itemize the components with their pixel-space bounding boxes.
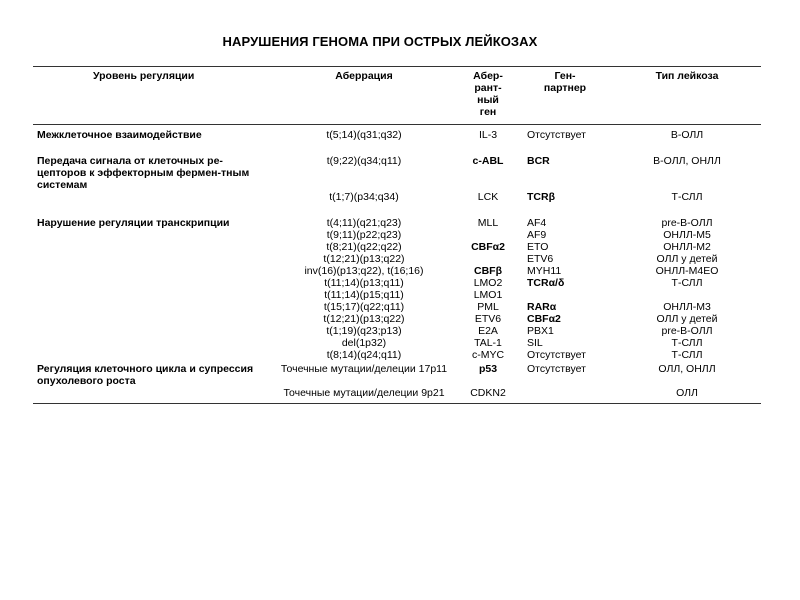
cell-level xyxy=(33,301,269,313)
cell-partner xyxy=(517,387,613,404)
cell-gene: CBFβ xyxy=(474,265,502,277)
cell-type: Т-СЛЛ xyxy=(671,337,703,349)
table-row xyxy=(33,325,761,337)
cell-aberration: t(1;19)(q23;p13) xyxy=(326,325,402,337)
cell-partner: TCRβ xyxy=(527,191,555,203)
cell-gene: E2A xyxy=(478,325,498,337)
cell-gene: MLL xyxy=(477,217,499,229)
genome-aberrations-table xyxy=(33,66,761,404)
cell-gene: LCK xyxy=(477,191,499,203)
cell-aberration: Точечные мутации/делеции 17p11 xyxy=(280,363,448,375)
table-body xyxy=(33,125,761,404)
page-title: НАРУШЕНИЯ ГЕНОМА ПРИ ОСТРЫХ ЛЕЙКОЗАХ xyxy=(222,34,538,49)
cell-aberration: t(9;22)(q34;q11) xyxy=(326,155,402,167)
cell-partner: BCR xyxy=(527,155,550,167)
cell-level: Нарушение регуляции транскрипции xyxy=(37,217,230,229)
table-row xyxy=(33,203,761,229)
cell-partner: AF9 xyxy=(527,229,547,241)
cell-level xyxy=(33,277,269,289)
cell-gene: LMO1 xyxy=(473,289,503,301)
cell-type: Т-СЛЛ xyxy=(671,191,703,203)
cell-partner: CBFα2 xyxy=(527,313,561,325)
cell-type: ОЛЛ у детей xyxy=(656,253,718,265)
cell-partner: Отсутствует xyxy=(527,363,586,375)
cell-gene: LMO2 xyxy=(473,277,503,289)
cell-partner: SIL xyxy=(527,337,543,349)
cell-aberration: t(4;11)(q21;q23) xyxy=(326,217,402,229)
cell-aberration: t(9;11)(p22;q23) xyxy=(326,229,402,241)
cell-gene xyxy=(459,229,517,241)
table-row xyxy=(33,241,761,253)
cell-gene: CDKN2 xyxy=(459,387,517,404)
table-row xyxy=(33,141,761,191)
cell-level xyxy=(33,229,269,241)
cell-gene: ETV6 xyxy=(474,313,502,325)
cell-aberration: t(1;7)(p34;q34) xyxy=(329,191,399,203)
cell-partner: RARα xyxy=(527,301,557,313)
cell-type: ОЛЛ у детей xyxy=(656,313,718,325)
table-header xyxy=(33,67,761,125)
cell-type: ОЛЛ, ОНЛЛ xyxy=(658,363,716,375)
cell-type: Т-СЛЛ xyxy=(671,277,703,289)
cell-type: Т-СЛЛ xyxy=(671,349,703,361)
header-aberrant-gene: Абер- рант- ный ген xyxy=(459,67,517,125)
cell-type: B-ОЛЛ, ОНЛЛ xyxy=(653,155,721,167)
cell-gene: p53 xyxy=(478,363,498,375)
cell-level xyxy=(33,191,269,203)
table-row xyxy=(33,229,761,241)
header-partner-gene: Ген- партнер xyxy=(517,67,613,125)
cell-type: ОНЛЛ-М3 xyxy=(663,301,711,313)
cell-partner: AF4 xyxy=(527,217,547,229)
cell-partner: ETV6 xyxy=(527,253,554,265)
cell-aberration: t(8;21)(q22;q22) xyxy=(326,241,402,253)
cell-level xyxy=(33,241,269,253)
cell-gene: PML xyxy=(477,301,499,313)
cell-gene: с-ABL xyxy=(472,155,504,167)
table-row xyxy=(33,387,761,404)
cell-gene: TAL-1 xyxy=(474,337,502,349)
cell-type: pre-B-ОЛЛ xyxy=(661,217,713,229)
table-row xyxy=(33,253,761,265)
cell-aberration: t(5;14)(q31;q32) xyxy=(326,129,402,141)
cell-type: pre-B-ОЛЛ xyxy=(661,325,713,337)
cell-partner: MYH11 xyxy=(527,265,562,277)
table-row xyxy=(33,313,761,325)
cell-level xyxy=(33,253,269,265)
header-leukemia-type: Тип лейкоза xyxy=(613,67,761,125)
cell-level: Межклеточное взаимодействие xyxy=(37,129,202,141)
header-level: Уровень регуляции xyxy=(33,67,269,125)
cell-level: Регуляция клеточного цикла и супрессия опухолевого роста xyxy=(37,363,254,387)
cell-type: B-ОЛЛ xyxy=(670,129,704,141)
table-row xyxy=(33,265,761,277)
cell-level xyxy=(33,325,269,337)
cell-gene: c-MYC xyxy=(471,349,505,361)
cell-aberration: t(12;21)(p13;q22) xyxy=(323,313,405,325)
cell-level xyxy=(33,337,269,349)
cell-type: ОНЛЛ-М5 xyxy=(663,229,711,241)
cell-aberration: inv(16)(p13;q22), t(16;16) xyxy=(304,265,424,277)
cell-type: ОНЛЛ-М2 xyxy=(663,241,711,253)
table-row xyxy=(33,191,761,203)
table-row xyxy=(33,361,761,387)
cell-aberration: Точечные мутации/делеции 9p21 xyxy=(269,387,459,404)
cell-level xyxy=(33,265,269,277)
cell-aberration: del(1p32) xyxy=(341,337,387,349)
cell-partner: Отсутствует xyxy=(527,129,586,141)
cell-level xyxy=(33,349,269,361)
cell-gene: IL-3 xyxy=(478,129,498,141)
cell-type: ОЛЛ xyxy=(613,387,761,404)
table-row xyxy=(33,301,761,313)
table-row xyxy=(33,337,761,349)
table-row xyxy=(33,349,761,361)
cell-gene: CBFα2 xyxy=(471,241,505,253)
cell-level: Передача сигнала от клеточных ре-цепторов к эффекторным фермен-тным системам xyxy=(37,155,250,191)
cell-partner: PBX1 xyxy=(527,325,554,337)
cell-gene xyxy=(459,253,517,265)
cell-partner: Отсутствует xyxy=(527,349,586,361)
cell-aberration: t(11;14)(p13;q11) xyxy=(324,277,404,289)
cell-level xyxy=(33,387,269,404)
cell-partner: TCRα/δ xyxy=(527,277,565,289)
cell-aberration: t(15;17)(q22;q11) xyxy=(323,301,405,313)
cell-type: ОНЛЛ-М4EO xyxy=(655,265,719,277)
cell-level xyxy=(33,289,269,301)
cell-aberration: t(8;14)(q24;q11) xyxy=(326,349,402,361)
header-aberration: Аберрация xyxy=(269,67,459,125)
cell-type xyxy=(613,289,761,301)
cell-partner xyxy=(517,289,613,301)
table-row xyxy=(33,125,761,142)
cell-aberration: t(11;14)(p15;q11) xyxy=(324,289,404,301)
table-row xyxy=(33,289,761,301)
cell-aberration: t(12;21)(p13;q22) xyxy=(323,253,405,265)
cell-partner: ETO xyxy=(527,241,549,253)
table-row xyxy=(33,277,761,289)
cell-level xyxy=(33,313,269,325)
